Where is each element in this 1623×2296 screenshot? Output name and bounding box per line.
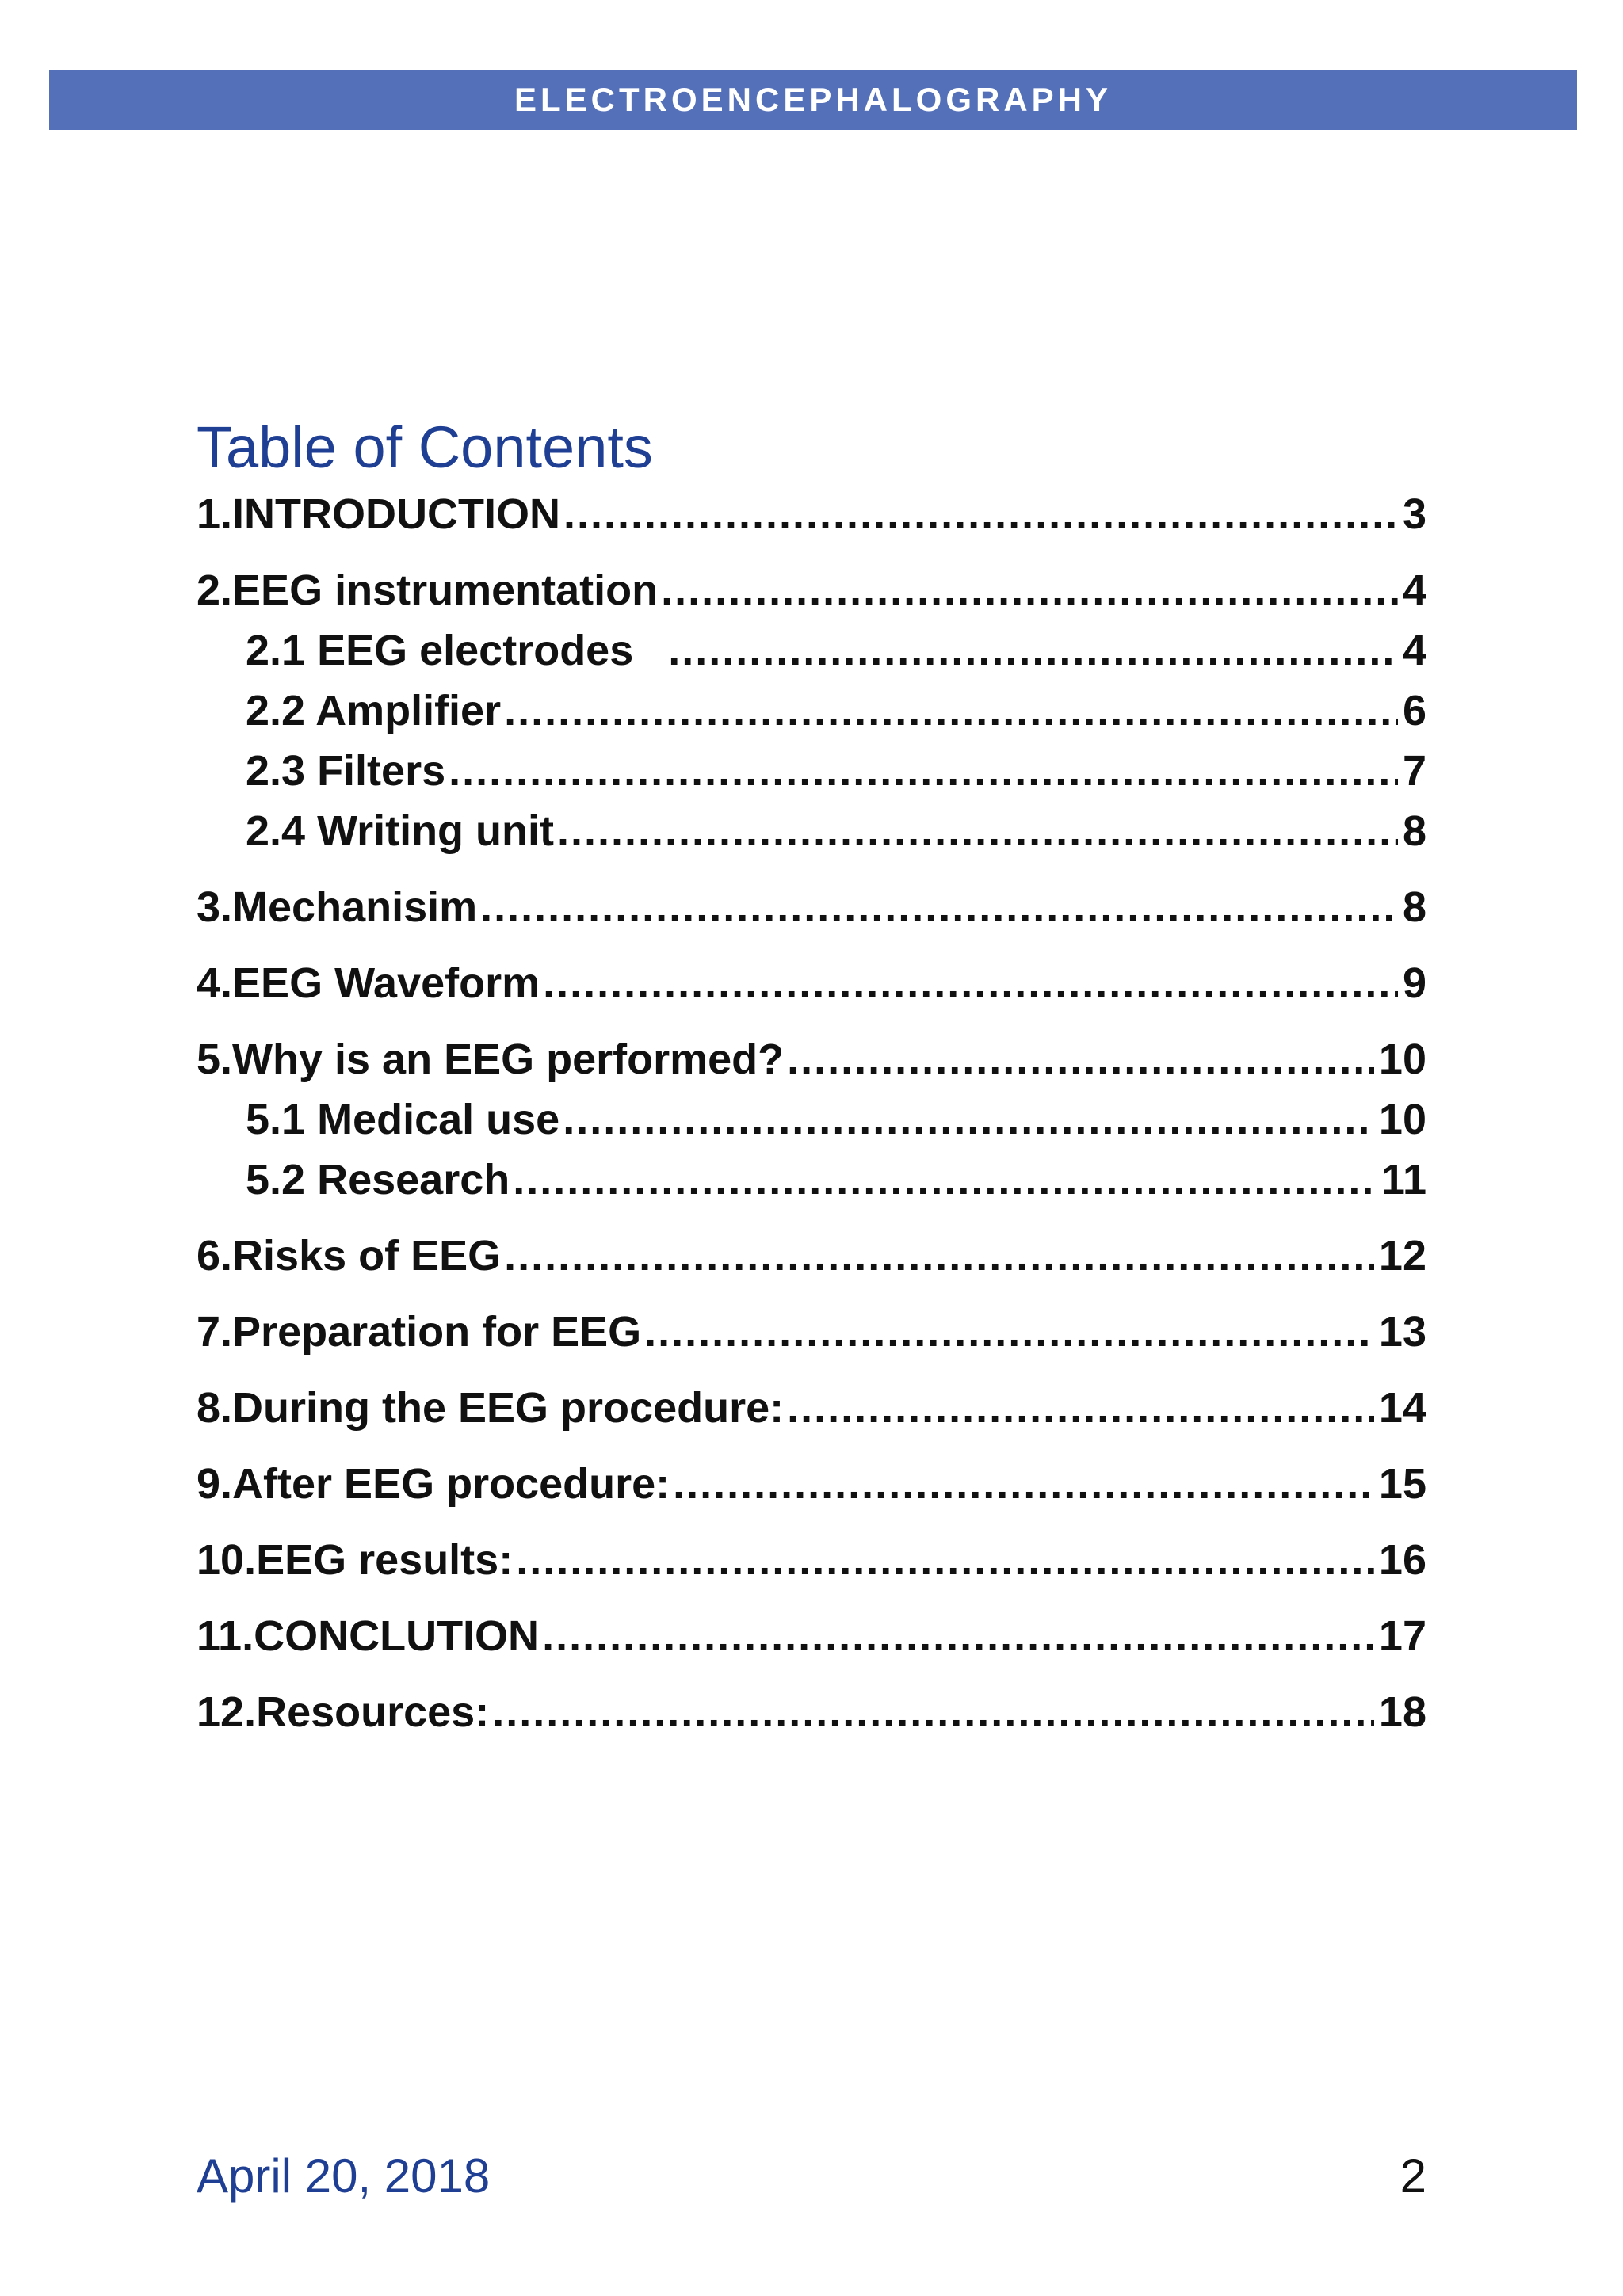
toc-leader-dots [513,1155,1377,1204]
toc-entry[interactable] [197,490,1426,540]
toc-leader-dots [492,1688,1374,1737]
toc-leader-dots [557,807,1398,856]
toc-entry[interactable] [197,1383,1426,1434]
toc-entry-label: 5.2 Research [246,1156,510,1203]
toc-leader-dots [673,1459,1374,1508]
toc-subentry[interactable] [246,626,1426,677]
toc-entry[interactable] [197,959,1426,1009]
toc-entry-page: 14 [1378,1384,1426,1432]
toc-entry-page: 3 [1402,490,1426,538]
toc-entry-page: 8 [1402,807,1426,855]
footer-date: April 20, 2018 [197,2149,491,2203]
toc-leader-dots [449,746,1398,795]
toc-entry-page: 10 [1378,1035,1426,1083]
toc-leader-dots [787,1035,1374,1084]
toc-entry-page: 11 [1381,1156,1426,1203]
toc-entry-page: 7 [1402,747,1426,795]
toc-subentry[interactable] [246,1095,1426,1146]
toc-entry[interactable] [197,1611,1426,1662]
toc-entry-page: 6 [1402,687,1426,734]
toc-entry[interactable] [197,1688,1426,1738]
toc-entry-label: 5.1 Medical use [246,1096,560,1143]
toc-entry-page: 12 [1378,1232,1426,1280]
toc-entry[interactable] [197,883,1426,933]
toc-heading: Table of Contents [197,414,653,480]
toc-leader-dots [787,1383,1374,1432]
toc-entry-page: 17 [1378,1612,1426,1660]
toc-leader-dots [563,490,1398,539]
toc-entry[interactable] [197,566,1426,616]
toc-leader-dots [542,1611,1374,1661]
toc-entry-label: 7.Preparation for EEG [197,1308,642,1356]
toc-entry[interactable] [197,1307,1426,1358]
toc-subentry[interactable] [246,746,1426,797]
toc-leader-dots [563,1095,1374,1144]
toc-leader-dots [661,566,1398,615]
toc-entry[interactable] [197,1459,1426,1510]
toc-leader-dots [644,1307,1374,1356]
header-bar [49,70,1577,130]
toc-entry-label: 2.4 Writing unit [246,807,554,855]
toc-entry-label: 12.Resources: [197,1688,490,1736]
toc-entry-label: 9.After EEG procedure: [197,1460,670,1508]
toc-entry-label: 10.EEG results: [197,1536,514,1584]
toc-entry-page: 13 [1378,1308,1426,1356]
toc-leader-dots [668,626,1398,675]
toc-entry-label: 4.EEG Waveform [197,959,540,1007]
toc-entry-label: 1.INTRODUCTION [197,490,560,538]
footer-page-number: 2 [1400,2149,1426,2203]
toc-entry[interactable] [197,1535,1426,1586]
toc-leader-dots [504,1231,1374,1280]
toc-entry-page: 4 [1402,566,1426,614]
toc-entry-label: 6.Risks of EEG [197,1232,502,1280]
toc-entry-page: 18 [1378,1688,1426,1736]
toc-entry-page: 15 [1378,1460,1426,1508]
toc-entry-label: 11.CONCLUTION [197,1612,540,1660]
toc-subentry[interactable] [246,686,1426,737]
toc-entry[interactable] [197,1035,1426,1085]
toc-leader-dots [480,883,1398,932]
toc-leader-dots [543,959,1398,1008]
toc-entry-page: 4 [1402,627,1426,674]
toc-entry-page: 8 [1402,883,1426,931]
toc-entry-label: 3.Mechanisim [197,883,478,931]
toc-entry-label: 8.During the EEG procedure: [197,1384,785,1432]
toc-entry-label: 2.3 Filters [246,747,446,795]
toc-entry-label: 5.Why is an EEG performed? [197,1035,785,1083]
toc-entry[interactable] [197,1231,1426,1282]
toc-entry-page: 10 [1378,1096,1426,1143]
toc-entry-page: 16 [1378,1536,1426,1584]
toc-subentry[interactable] [246,807,1426,857]
toc-entry-label: 2.EEG instrumentation [197,566,659,614]
toc-entry-label: 2.1 EEG electrodes [246,627,634,674]
toc-leader-dots [516,1535,1374,1585]
toc-entry-page: 9 [1402,959,1426,1007]
toc-leader-dots [504,686,1398,735]
toc-subentry[interactable] [246,1155,1426,1206]
header-title: ELECTROENCEPHALOGRAPHY [514,81,1113,118]
toc-entry-label: 2.2 Amplifier [246,687,502,734]
